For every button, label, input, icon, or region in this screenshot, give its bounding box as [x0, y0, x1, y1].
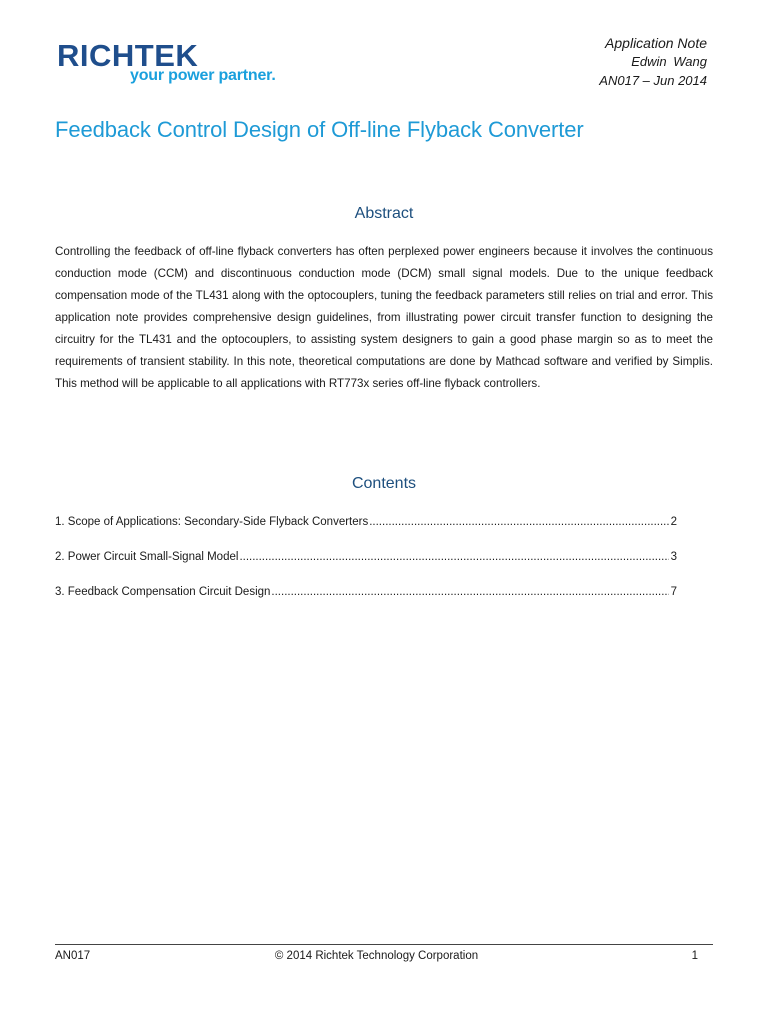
footer-copyright: © 2014 Richtek Technology Corporation: [274, 950, 479, 962]
contents-heading: Contents: [351, 475, 417, 492]
logo-wordmark: RICHTEK: [57, 38, 199, 73]
toc-dot-leader: [271, 582, 668, 602]
toc-entry-title: 1. Scope of Applications: Secondary-Side Flyback Converters: [55, 516, 369, 528]
toc-entry-scope[interactable]: [55, 512, 677, 547]
toc-entry-small-signal-model[interactable]: [55, 547, 677, 582]
document-title: Feedback Control Design of Off-line Flyback Converter: [55, 117, 584, 142]
author-name: Edwin Wang: [631, 54, 707, 69]
abstract-heading: Abstract: [354, 205, 414, 222]
footer-doc-id: AN017: [55, 950, 91, 962]
toc-dot-leader: [239, 547, 668, 567]
document-type: Application Note: [605, 35, 707, 51]
toc-entry-compensation-design[interactable]: [55, 582, 677, 617]
abstract-body: Controlling the feedback of off-line flyback converters has often perplexed power engineers because it involves the continuous conduction mode (CCM) and discontinuous conduction mode (DCM) small signal models. Due to the unique feedback compensation mode of the TL431 along with the optocouplers, tuning the feedback parameters still relies on trial and error. This application note provides comprehensive design guidelines, from illustrating power circuit transfer function to designing the circuitry for the TL431 and the optocouplers, to assisting system designers to gain a good phase margin so as to meet the requirements of transient stability. In this note, theoretical computations are done by Mathcad software and verified by Simplis. This method will be applicable to all applications with RT773x series off-line flyback controllers.: [55, 245, 713, 390]
footer-page-number: 1: [691, 950, 698, 962]
toc-page-number: 2: [670, 516, 677, 528]
toc-page-number: 3: [670, 551, 677, 563]
page-footer: [55, 946, 698, 966]
document-reference: AN017 – Jun 2014: [599, 73, 707, 88]
toc-page-number: 7: [670, 586, 677, 598]
footer-divider: [55, 944, 713, 945]
toc-dot-leader: [369, 512, 668, 532]
toc-entry-title: 2. Power Circuit Small-Signal Model: [55, 551, 239, 563]
logo-tagline: your power partner.: [130, 67, 276, 84]
richtek-logo: [57, 40, 287, 90]
table-of-contents: [55, 512, 677, 617]
toc-entry-title: 3. Feedback Compensation Circuit Design: [55, 586, 271, 598]
document-meta: [599, 34, 707, 90]
